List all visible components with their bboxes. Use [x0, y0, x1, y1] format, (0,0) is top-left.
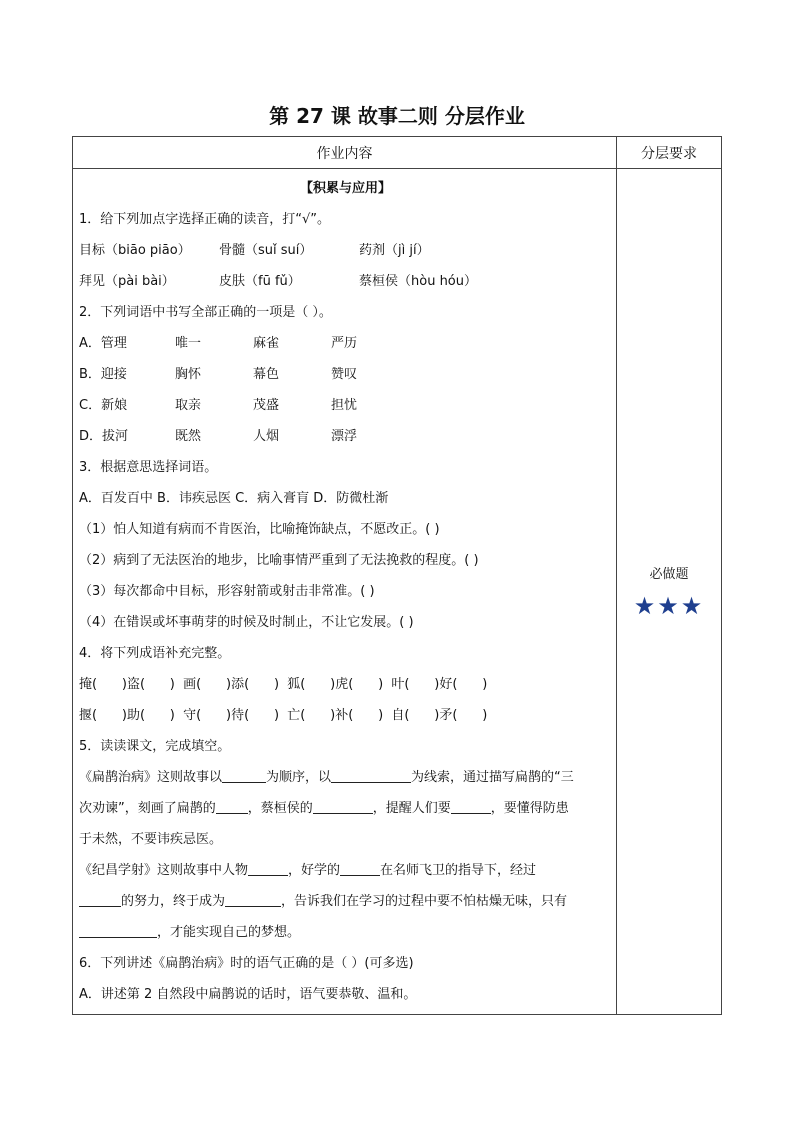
- q3-stem: 3．根据意思选择词语。: [79, 460, 218, 475]
- q4-stem: 4．将下列成语补充完整。: [79, 646, 231, 661]
- q5-p2c: [79, 917, 612, 948]
- q3-item-1: （1）怕人知道有病而不肯医治，比喻掩饰缺点，不愿改正。( ): [79, 522, 440, 537]
- q1-item: 拜见（pài bài）: [79, 274, 175, 289]
- q5-text: 为顺序，以: [266, 770, 332, 785]
- q2-word: 赞叹: [331, 367, 358, 382]
- fill-blank[interactable]: [248, 861, 288, 876]
- q5-text: ，要懂得防患: [490, 801, 569, 816]
- header-content: 作业内容: [73, 137, 617, 169]
- level-cell: [617, 169, 722, 1015]
- fill-blank[interactable]: [340, 861, 380, 876]
- q2-word: 茂盛: [253, 398, 280, 413]
- fill-blank[interactable]: [79, 892, 121, 907]
- q2-word: C．新娘: [79, 398, 128, 413]
- q5-p2: [79, 855, 612, 886]
- q2-word: 人烟: [253, 429, 280, 444]
- q5-text: ，好学的: [288, 863, 341, 878]
- q2-option-c: [79, 390, 612, 421]
- q2-stem: 2．下列词语中书写全部正确的一项是（ ）。: [79, 305, 332, 320]
- q2-word: 麻雀: [253, 336, 280, 351]
- q6-stem: 6．下列讲述《扁鹊治病》时的语气正确的是（ ）(可多选): [79, 956, 414, 971]
- q1-stem: 1．给下列加点字选择正确的读音，打“√”。: [79, 212, 331, 227]
- fill-blank[interactable]: [451, 799, 491, 814]
- q2-option-a: [79, 328, 612, 359]
- q2-word: B．迎接: [79, 367, 127, 382]
- q1-item: 骨髓（suǐ suí）: [219, 243, 313, 258]
- fill-blank[interactable]: [79, 923, 157, 938]
- q5-text: ，提醒人们要: [372, 801, 451, 816]
- q5-text: 《扁鹊治病》这则故事以: [79, 770, 223, 785]
- fill-blank[interactable]: [216, 799, 248, 814]
- fill-blank[interactable]: [225, 892, 281, 907]
- q2-word: 幕色: [253, 367, 280, 382]
- q5-text: 为线索，通过描写扁鹊的“三: [411, 770, 574, 785]
- content-cell: [73, 169, 617, 1015]
- q2-word: 唯一: [175, 336, 202, 351]
- q2-word: 既然: [175, 429, 202, 444]
- q5-text: ，才能实现自己的梦想。: [157, 925, 301, 940]
- difficulty-stars-icon: ★★★: [633, 592, 705, 620]
- q2-option-b: [79, 359, 612, 390]
- q6-option-a: A．讲述第 2 自然段中扁鹊说的话时，语气要恭敬、温和。: [79, 987, 417, 1002]
- q5-p2b: [79, 886, 612, 917]
- fill-blank[interactable]: [222, 768, 266, 783]
- q2-word: 胸怀: [175, 367, 202, 382]
- q3-choices: A．百发百中 B．讳疾忌医 C．病入膏肓 D．防微杜渐: [79, 491, 389, 506]
- q2-word: D．拔河: [79, 429, 129, 444]
- q2-option-d: [79, 421, 612, 452]
- q5-text: ，告诉我们在学习的过程中要不怕枯燥无味，只有: [281, 894, 568, 909]
- fill-blank[interactable]: [313, 799, 373, 814]
- q4-row1: 掩( )盗( ) 画( )添( ) 狐( )虎( ) 叶( )好( ): [79, 677, 488, 692]
- q2-word: A．管理: [79, 336, 127, 351]
- q5-stem: 5．读读课文，完成填空。: [79, 739, 231, 754]
- q1-item: 目标（biāo piāo）: [79, 243, 191, 258]
- q1-item: 蔡桓侯（hòu hóu）: [359, 274, 477, 289]
- required-label: 必做题: [649, 567, 689, 582]
- section-heading: 【积累与应用】: [299, 181, 391, 196]
- q5-p1c: 于未然，不要讳疾忌医。: [79, 832, 223, 847]
- table-body-row: [73, 169, 722, 1015]
- q1-item: 药剂（jì jí）: [359, 243, 430, 258]
- q3-item-3: （3）每次都命中目标，形容射箭或射击非常准。( ): [79, 584, 375, 599]
- q4-row2: 揠( )助( ) 守( )待( ) 亡( )补( ) 自( )矛( ): [79, 708, 488, 723]
- q5-text: 《纪昌学射》这则故事中人物: [79, 863, 249, 878]
- worksheet-table: [72, 136, 722, 1015]
- q2-word: 严历: [331, 336, 358, 351]
- q3-item-2: （2）病到了无法医治的地步，比喻事情严重到了无法挽救的程度。( ): [79, 553, 479, 568]
- q1-row2: [79, 266, 612, 297]
- q2-word: 取亲: [175, 398, 202, 413]
- q3-item-4: （4）在错误或坏事萌芽的时候及时制止，不让它发展。( ): [79, 615, 414, 630]
- header-level: 分层要求: [617, 137, 722, 169]
- q2-word: 漂浮: [331, 429, 358, 444]
- q5-p1: [79, 762, 612, 793]
- table-header-row: [73, 137, 722, 169]
- fill-blank[interactable]: [331, 768, 411, 783]
- q1-row1: [79, 235, 612, 266]
- q2-word: 担忧: [331, 398, 358, 413]
- q5-p1b: [79, 793, 612, 824]
- q5-text: 的努力，终于成为: [121, 894, 226, 909]
- q5-text: ，蔡桓侯的: [247, 801, 313, 816]
- q5-text: 在名师飞卫的指导下，经过: [380, 863, 537, 878]
- page-title: 第 27 课 故事二则 分层作业: [269, 104, 525, 128]
- q5-text: 次劝谏”，刻画了扁鹊的: [79, 801, 216, 816]
- q1-item: 皮肤（fū fǔ）: [219, 274, 301, 289]
